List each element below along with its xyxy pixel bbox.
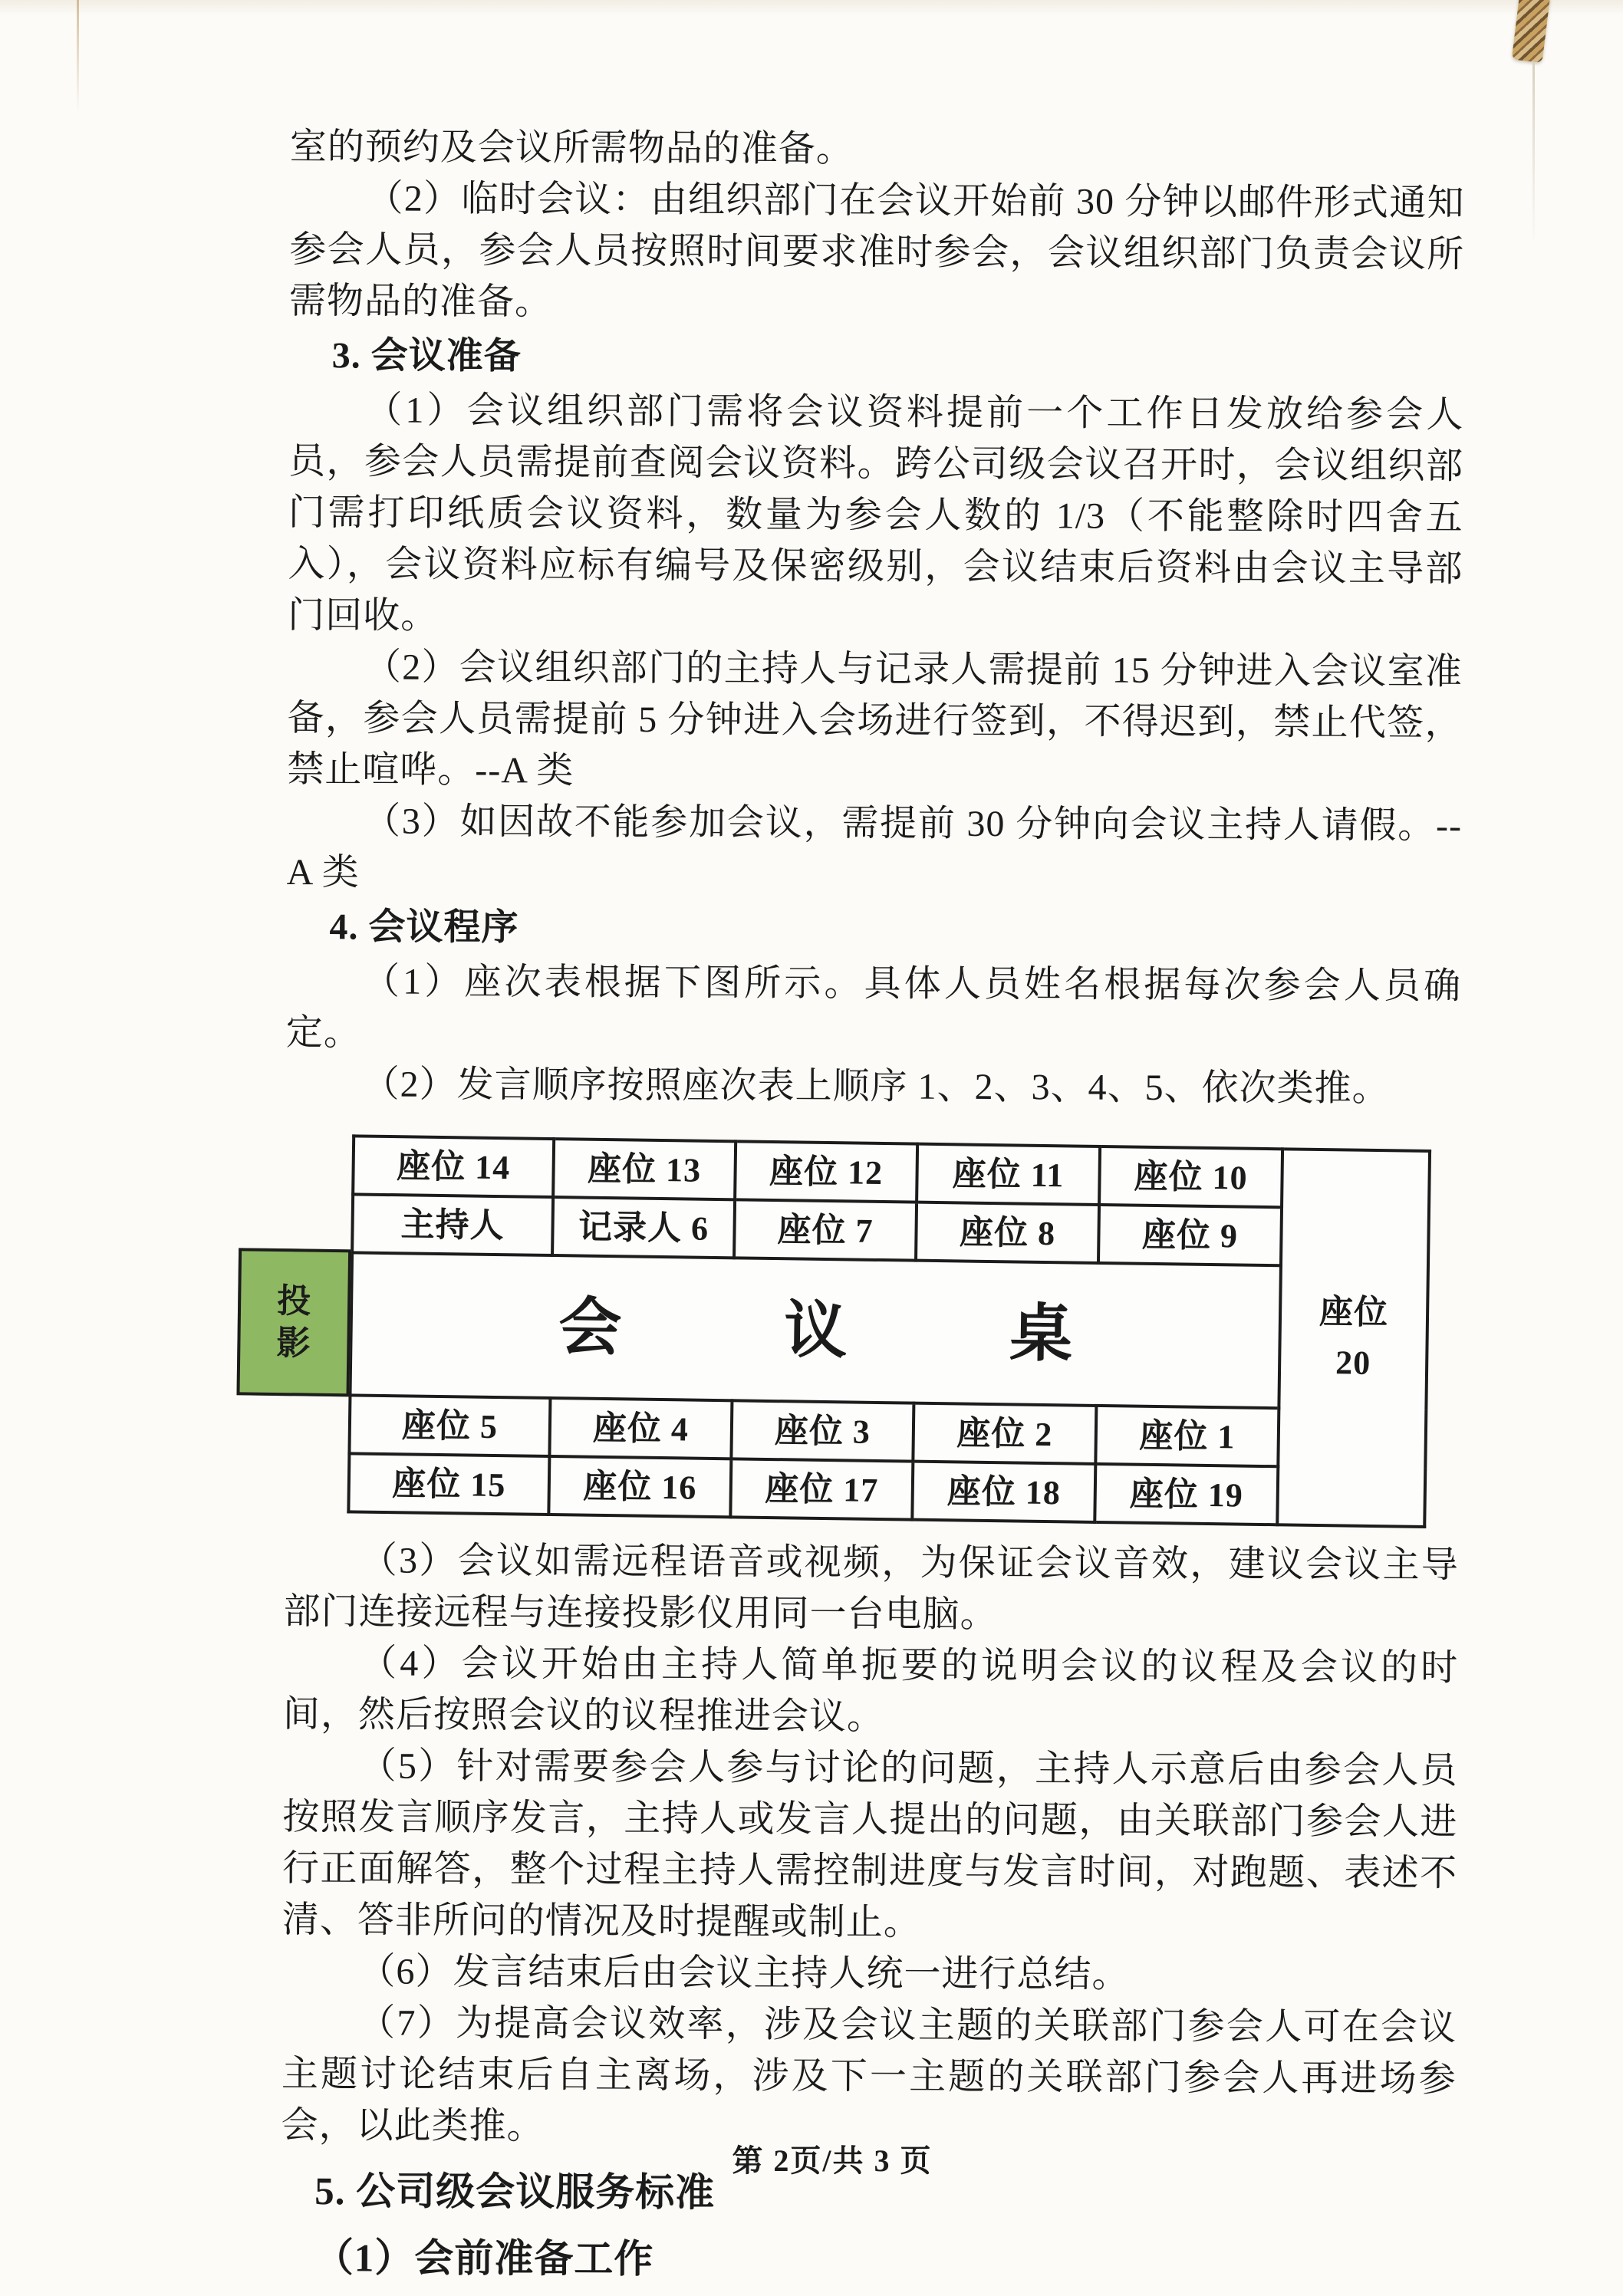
paragraph: （3）如因故不能参加会议，需提前 30 分钟向会议主持人请假。--A 类 [286, 801, 1463, 893]
page-footer [0, 2136, 1623, 2180]
corner-seat-label: 座位 [1318, 1292, 1389, 1332]
seat-cell: 座位 14 [353, 1136, 554, 1197]
subsection-heading-1: （1）会前准备工作 [314, 2237, 654, 2282]
document-body [276, 121, 1465, 2296]
seat-cell: 座位 18 [912, 1462, 1095, 1522]
paragraph: （2）临时会议：由组织部门在会议开始前 30 分钟以邮件形式通知参会人员，参会人员按照时间要求准时参会，会议组织部门负责会议所需物品的准备。 [288, 178, 1465, 323]
seating-table [347, 1134, 1431, 1528]
seat-cell: 座位 16 [548, 1456, 731, 1517]
seat-cell: 座位 9 [1098, 1205, 1282, 1265]
paragraph: （5）针对需要参会人参与讨论的问题，主持人示意后由参会人员按照发言顺序发言，主持人或发言人提出的问题，由关联部门参会人进行正面解答，整个过程主持人需控制进度与发言时间，对跑题、表述不清、答非所问的情况及时提醒或制止。 [281, 1745, 1458, 1943]
seat-cell: 座位 15 [348, 1453, 549, 1515]
paragraph: （7）为提高会议效率，涉及会议主题的关联部门参会人可在会议主题讨论结束后自主离场，涉及下一主题的关联部门参会人再进场参会，以此类推。 [281, 2002, 1457, 2147]
projector-label-char: 影 [276, 1324, 311, 1363]
paragraph: （2）会议组织部门的主持人与记录人需提前 15 分钟进入会议室准备，参会人员需提前 5 分钟进入会场进行签到，不得迟到，禁止代签，禁止喧哗。--A 类 [287, 646, 1463, 791]
conference-table-band [350, 1252, 1280, 1408]
conference-table-char: 会 [558, 1291, 622, 1363]
seat-cell: 座位 5 [349, 1395, 550, 1456]
conference-table-char: 桌 [1009, 1298, 1073, 1369]
seat-cell: 记录人 6 [552, 1197, 735, 1258]
projector-cell [236, 1248, 351, 1396]
paragraph: 室的预约及会议所需物品的准备。 [289, 126, 854, 170]
seat-cell: 座位 4 [549, 1398, 732, 1459]
seat-cell: 座位 2 [913, 1403, 1096, 1464]
seat-cell: 座位 1 [1095, 1406, 1279, 1466]
seat-cell: 座位 19 [1095, 1464, 1278, 1525]
section-heading-4: 4. 会议程序 [329, 906, 519, 949]
page-number: 第 2页/共 3 页 [732, 2143, 933, 2178]
projector-label-char: 投 [276, 1282, 312, 1321]
seat-cell: 座位 3 [731, 1400, 914, 1461]
paragraph: （4）会议开始由主持人简单扼要的说明会议的议程及会议的时间，然后按照会议的议程推进会议。 [282, 1643, 1459, 1738]
section-heading-3: 3. 会议准备 [331, 335, 522, 377]
seat-cell: 座位 10 [1099, 1146, 1282, 1207]
seat-cell: 座位 7 [734, 1199, 917, 1260]
paragraph: （6）发言结束后由会议主持人统一进行总结。 [358, 1951, 1130, 1995]
seat-cell: 座位 13 [553, 1139, 736, 1199]
corner-seat-number: 20 [1335, 1344, 1371, 1382]
corner-seat-cell [1277, 1149, 1430, 1527]
seat-cell: 座位 12 [735, 1141, 917, 1202]
scan-crease-left [77, 0, 79, 113]
paragraph: （1）会议组织部门需将会议资料提前一个工作日发放给参会人员，参会人员需提前查阅会议资料。跨公司级会议召开时，会议组织部门需打印纸质会议资料，数量为参会人数的 1/3（不能整除时四舍五入），会议资料应标有编号及保密级别，会议结束后资料由会议主导部门回收。 [288, 390, 1464, 636]
seat-cell: 座位 8 [916, 1202, 1099, 1263]
seat-cell: 主持人 [352, 1194, 553, 1255]
paragraph: （3）会议如需远程语音或视频，为保证会议音效，建议会议主导部门连接远程与连接投影仪用同一台电脑。 [283, 1540, 1459, 1636]
conference-table-label [352, 1291, 1279, 1369]
conference-table-char: 议 [783, 1294, 848, 1366]
section-heading-5: 5. 公司级会议服务标准 [314, 2170, 716, 2215]
seat-cell: 座位 17 [730, 1459, 913, 1519]
scan-crease-right [1532, 63, 1535, 247]
scan-tape-artifact [1512, 0, 1550, 63]
paragraph: （1）座次表根据下图所示。具体人员姓名根据每次参会人员确定。 [285, 961, 1462, 1054]
paragraph: （2）发言顺序按照座次表上顺序 1、2、3、4、5、依次类推。 [362, 1064, 1390, 1110]
seat-cell: 座位 11 [917, 1144, 1100, 1205]
seating-chart [276, 1134, 1428, 1528]
